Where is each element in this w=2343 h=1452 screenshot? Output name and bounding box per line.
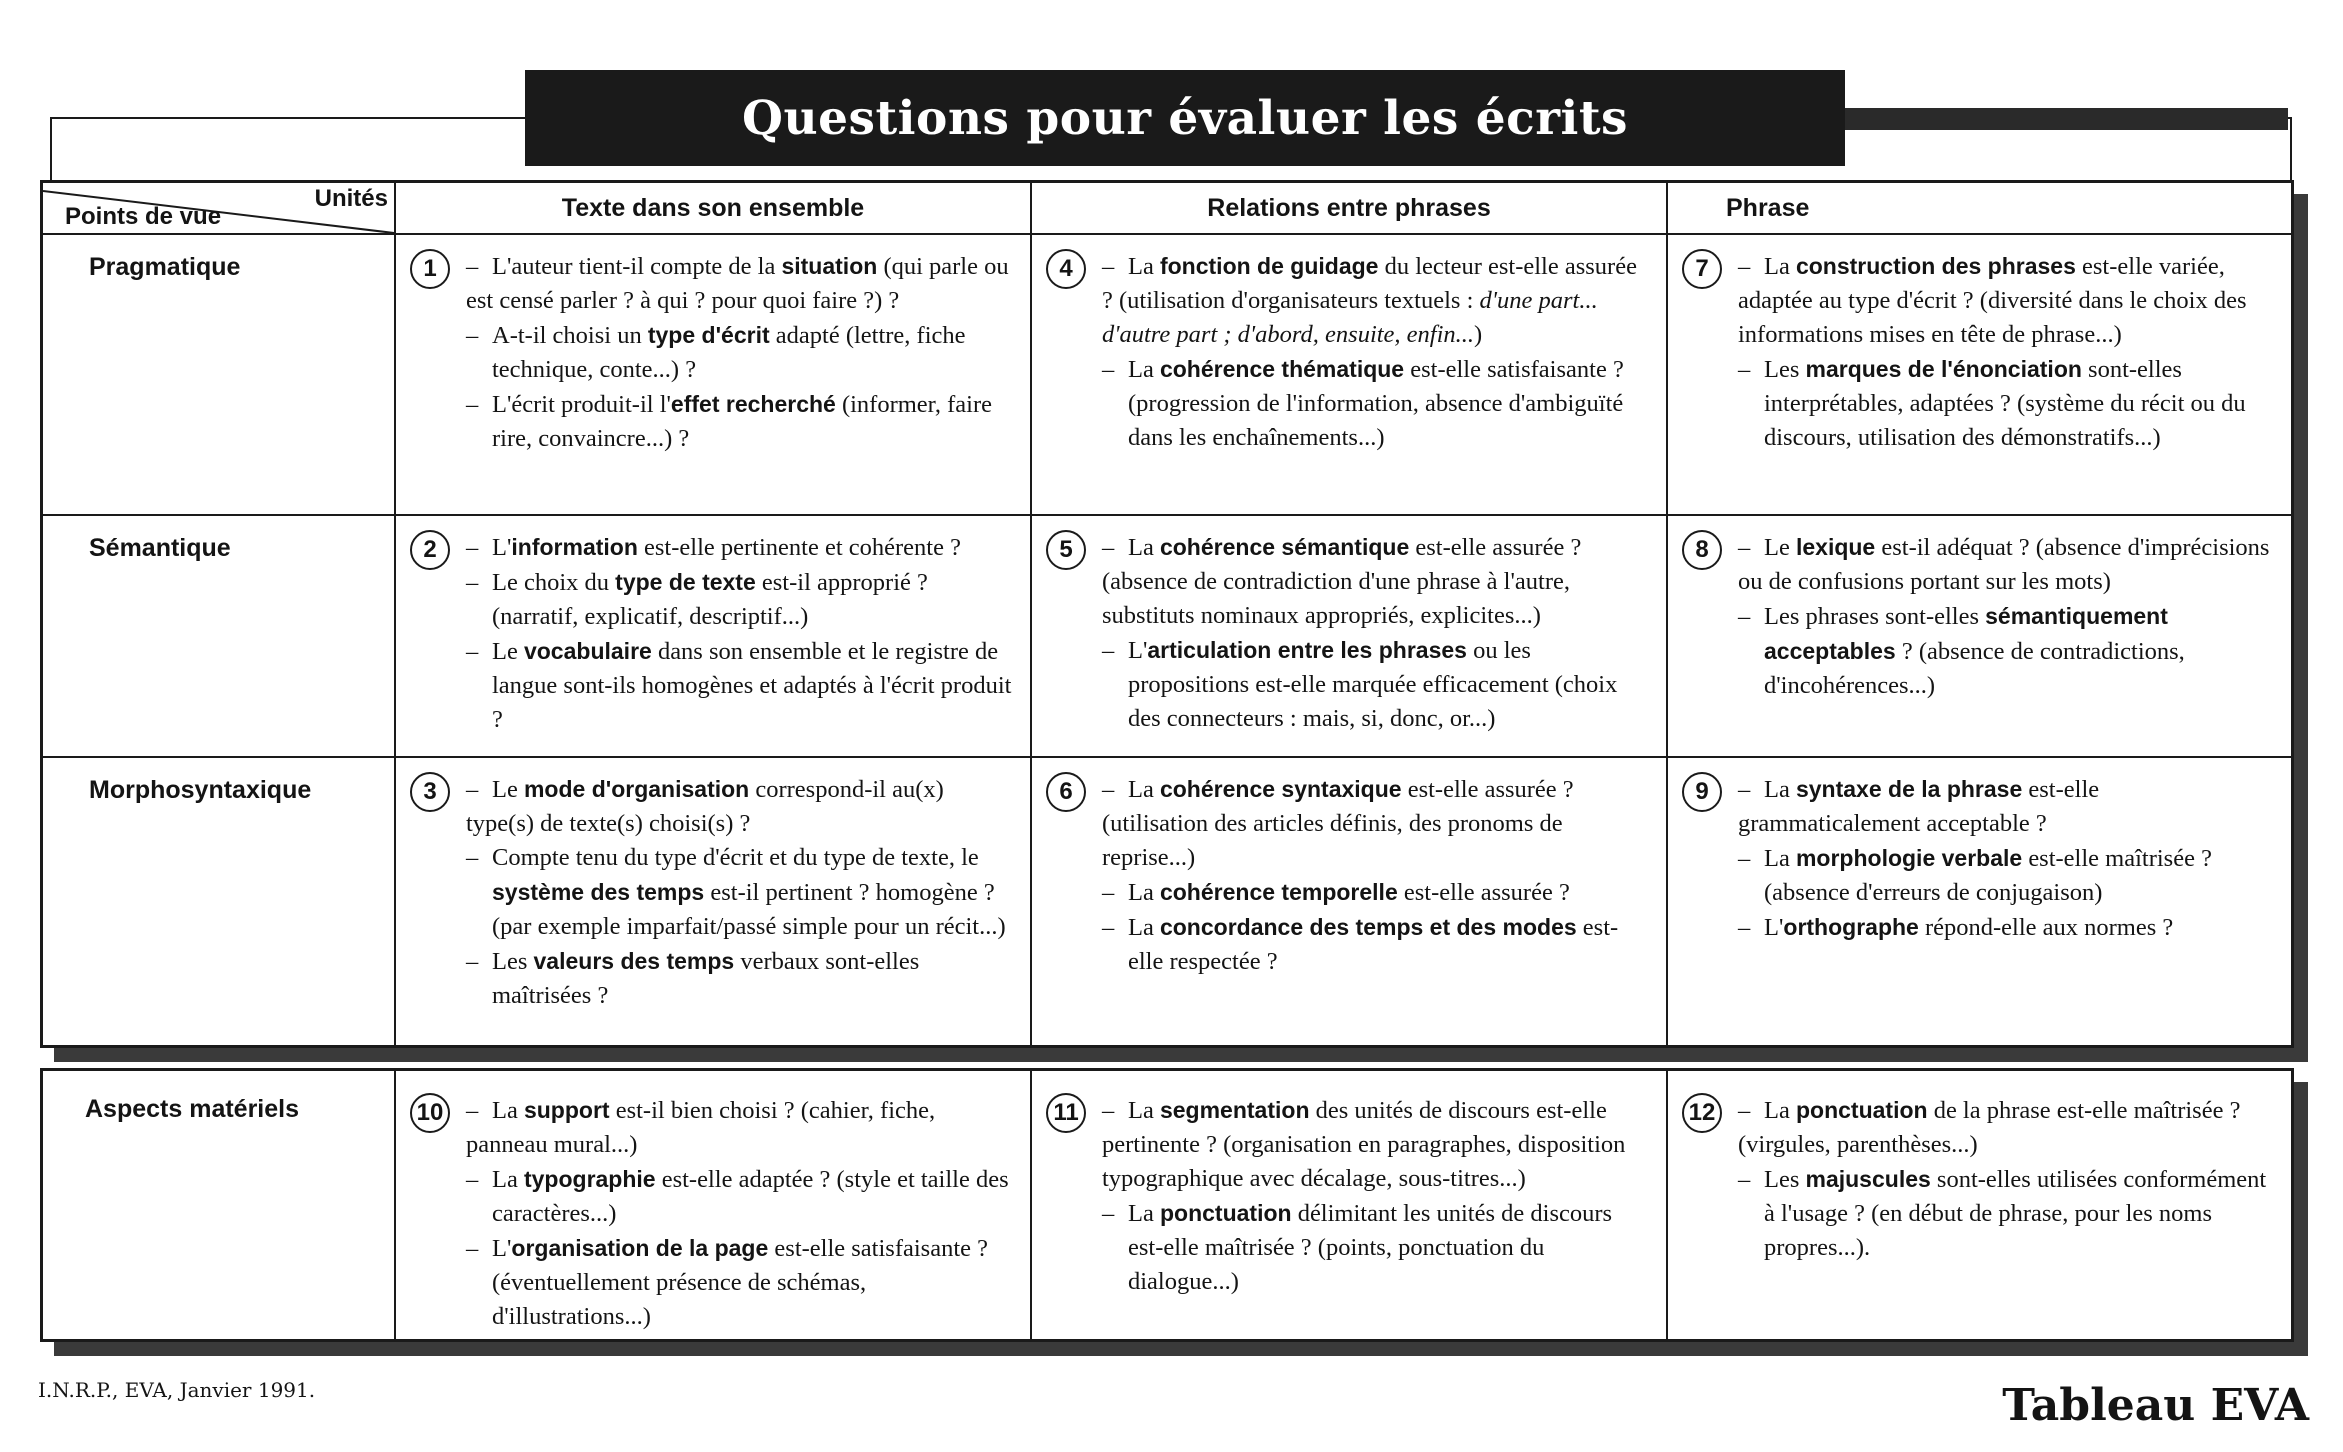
keyword: lexique [1795, 534, 1876, 560]
keyword: segmentation [1159, 1097, 1310, 1123]
keyword: typographie [523, 1166, 656, 1192]
keyword: ponctuation [1159, 1200, 1292, 1226]
keyword: information [511, 534, 638, 560]
question-cell [1031, 515, 1667, 757]
question-item: – Compte tenu du type d'écrit et du type de texte, le système des temps est-il pertinent ? homogène ? (par exemple imparfait/passé simple pour un récit...) [466, 844, 1006, 940]
question-item: – L'écrit produit-il l'effet recherché (informer, faire rire, convaincre...) ? [466, 391, 992, 452]
question-item: – Les marques de l'énonciation sont-elles interprétables, adaptées ? (système du récit ou du discours, utilisation des démonstratifs...) [1738, 356, 2246, 451]
row-pragmatique [43, 234, 2291, 515]
question-number-badge: 2 [410, 530, 450, 570]
question-cell [395, 234, 1031, 515]
keyword: type de texte [615, 569, 756, 595]
question-item: – La cohérence thématique est-elle satisfaisante ? (progression de l'information, absence d'ambiguïté dans les enchaînements...) [1102, 356, 1624, 451]
row-aspects-materiels [43, 1071, 2291, 1340]
row-label: Pragmatique [43, 234, 395, 515]
keyword: orthographe [1783, 914, 1919, 940]
keyword: effet recherché [670, 391, 836, 417]
keyword: cohérence temporelle [1159, 879, 1398, 905]
keyword: mode d'organisation [523, 776, 750, 802]
question-cell [395, 757, 1031, 1045]
keyword: articulation entre les phrases [1147, 637, 1467, 663]
keyword: construction des phrases [1795, 253, 2076, 279]
keyword: situation [781, 253, 878, 279]
evaluation-table [40, 180, 2294, 1048]
question-cell [1031, 234, 1667, 515]
row-label: Aspects matériels [43, 1071, 395, 1340]
keyword: ponctuation [1795, 1097, 1928, 1123]
keyword: cohérence syntaxique [1159, 776, 1402, 802]
question-item: – La ponctuation de la phrase est-elle maîtrisée ? (virgules, parenthèses...) [1738, 1097, 2241, 1158]
question-cell [1667, 234, 2291, 515]
row-label: Sémantique [43, 515, 395, 757]
row-morphosyntaxique [43, 757, 2291, 1045]
question-item: – L'articulation entre les phrases ou les propositions est-elle marquée efficacement (choix des connecteurs : mais, si, donc, or...) [1102, 637, 1618, 732]
keyword: concordance des temps et des modes [1159, 914, 1577, 940]
materiel-table [40, 1068, 2294, 1342]
question-number-badge: 3 [410, 772, 450, 812]
row-label: Morphosyntaxique [43, 757, 395, 1045]
question-item: – L'organisation de la page est-elle satisfaisante ? (éventuellement présence de schémas, d'illustrations...) [466, 1235, 989, 1330]
question-number-badge: 7 [1682, 249, 1722, 289]
question-item: – La cohérence temporelle est-elle assurée ? [1102, 879, 1570, 906]
question-cell [1667, 757, 2291, 1045]
question-item: – La cohérence sémantique est-elle assurée ? (absence de contradiction d'une phrase à l'autre, substituts nominaux appropriés, explicites...) [1102, 534, 1582, 629]
keyword: syntaxe de la phrase [1795, 776, 2023, 802]
question-item: – La cohérence syntaxique est-elle assurée ? (utilisation des articles définis, des pronoms de reprise...) [1102, 776, 1574, 871]
keyword: support [523, 1097, 610, 1123]
units-label: Unités [314, 185, 388, 212]
keyword: organisation de la page [511, 1235, 769, 1261]
column-header-phrase: Phrase [1667, 183, 2291, 234]
question-number-badge: 10 [410, 1093, 450, 1133]
question-item: – La typographie est-elle adaptée ? (style et taille des caractères...) [466, 1166, 1009, 1227]
question-number-badge: 4 [1046, 249, 1086, 289]
question-item: – A-t-il choisi un type d'écrit adapté (lettre, fiche technique, conte...) ? [466, 322, 966, 383]
banner-shadow [1845, 108, 2288, 130]
question-cell [1667, 1071, 2291, 1340]
question-item: – L'orthographe répond-elle aux normes ? [1738, 914, 2174, 941]
table-label: Tableau EVA [2002, 1380, 2309, 1431]
question-item: – La concordance des temps et des modes est-elle respectée ? [1102, 914, 1619, 975]
keyword: système des temps [492, 879, 705, 905]
question-item: – La ponctuation délimitant les unités de discours est-elle maîtrisée ? (points, ponctuation du dialogue...) [1102, 1200, 1613, 1295]
keyword: majuscules [1805, 1166, 1931, 1192]
question-cell [1031, 757, 1667, 1045]
corner-header [43, 183, 395, 234]
keyword: cohérence sémantique [1159, 534, 1410, 560]
keyword: sémantiquement acceptables [1764, 603, 2168, 664]
question-item: – La fonction de guidage du lecteur est-elle assurée ? (utilisation d'organisateurs textuels : d'une part... d'autre part ; d'abord, ensuite, enfin...) [1102, 253, 1637, 348]
keyword: marques de l'énonciation [1805, 356, 2082, 382]
question-number-badge: 11 [1046, 1093, 1086, 1133]
column-header-row [43, 183, 2291, 234]
question-number-badge: 8 [1682, 530, 1722, 570]
question-item: – Les phrases sont-elles sémantiquement acceptables ? (absence de contradictions, d'incohérences...) [1738, 603, 2185, 699]
column-header-relations: Relations entre phrases [1031, 183, 1667, 234]
question-item: – Le mode d'organisation correspond-il au(x) type(s) de texte(s) choisi(s) ? [466, 776, 944, 837]
keyword: valeurs des temps [533, 948, 735, 974]
question-number-badge: 5 [1046, 530, 1086, 570]
keyword: type d'écrit [647, 322, 770, 348]
question-item: – Le vocabulaire dans son ensemble et le registre de langue sont-ils homogènes et adaptés à l'écrit produit ? [466, 638, 1012, 733]
question-item: – Le lexique est-il adéquat ? (absence d'imprécisions ou de confusions portant sur les mots) [1738, 534, 2270, 595]
question-number-badge: 9 [1682, 772, 1722, 812]
question-cell [395, 1071, 1031, 1340]
column-header-texte: Texte dans son ensemble [395, 183, 1031, 234]
page-title: Questions pour évaluer les écrits [525, 70, 1845, 166]
question-item: – La construction des phrases est-elle variée, adaptée au type d'écrit ? (diversité dans le choix des informations mises en tête de phrase...) [1738, 253, 2247, 348]
keyword: cohérence thématique [1159, 356, 1405, 382]
question-item: – La support est-il bien choisi ? (cahier, fiche, panneau mural...) [466, 1097, 936, 1158]
question-item: – L'auteur tient-il compte de la situation (qui parle ou est censé parler ? à qui ? pour quoi faire ?) ? [466, 253, 1009, 314]
question-item: – La syntaxe de la phrase est-elle grammaticalement acceptable ? [1738, 776, 2100, 837]
question-item: – La segmentation des unités de discours est-elle pertinente ? (organisation en paragraphes, disposition typographique avec décalage, sous-titres...) [1102, 1097, 1626, 1192]
question-item: – L'information est-elle pertinente et cohérente ? [466, 534, 961, 561]
question-item: – Les valeurs des temps verbaux sont-elles maîtrisées ? [466, 948, 920, 1009]
question-number-badge: 12 [1682, 1093, 1722, 1133]
keyword: fonction de guidage [1159, 253, 1379, 279]
keyword: vocabulaire [523, 638, 652, 664]
source-citation: I.N.R.P., EVA, Janvier 1991. [38, 1378, 316, 1402]
row-semantique [43, 515, 2291, 757]
question-item: – La morphologie verbale est-elle maîtrisée ? (absence d'erreurs de conjugaison) [1738, 845, 2212, 906]
points-de-vue-label: Points de vue [65, 203, 222, 230]
question-cell [395, 515, 1031, 757]
question-item: – Les majuscules sont-elles utilisées conformément à l'usage ? (en début de phrase, pour les noms propres...). [1738, 1166, 2267, 1261]
question-number-badge: 6 [1046, 772, 1086, 812]
question-cell [1667, 515, 2291, 757]
question-number-badge: 1 [410, 249, 450, 289]
question-cell [1031, 1071, 1667, 1340]
question-item: – Le choix du type de texte est-il approprié ? (narratif, explicatif, descriptif...) [466, 569, 928, 630]
keyword: morphologie verbale [1795, 845, 2023, 871]
